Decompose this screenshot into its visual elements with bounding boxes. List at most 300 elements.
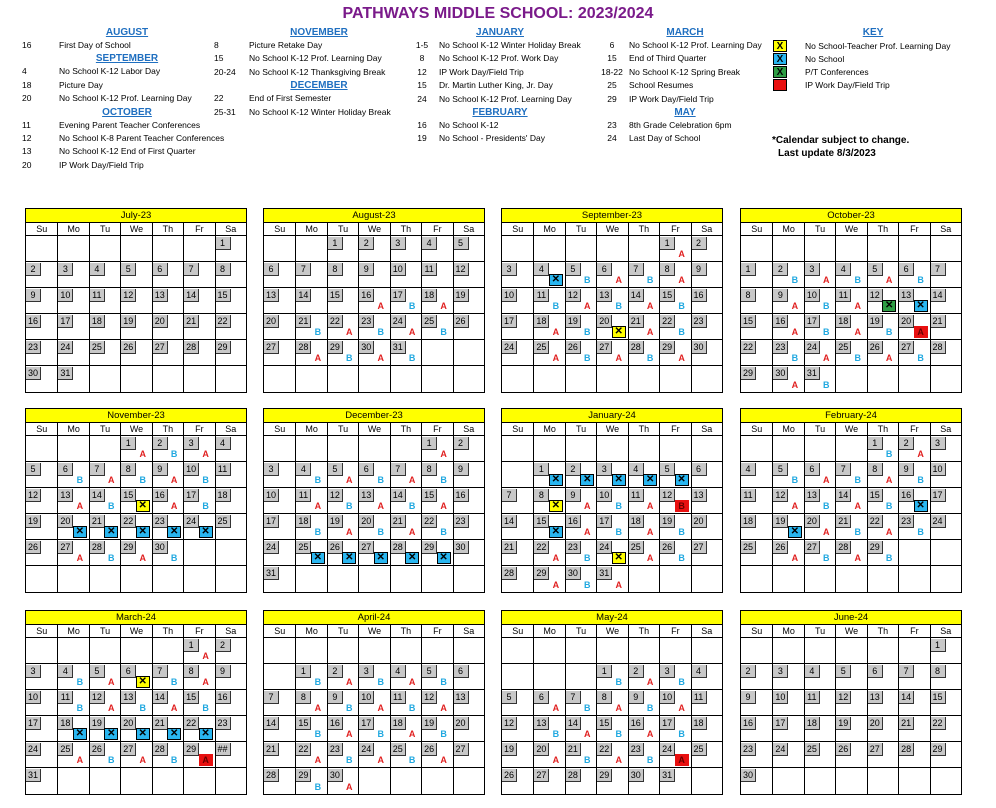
day-number: 2 (741, 665, 756, 678)
no-school-x-icon: ✕ (342, 552, 356, 564)
day-cell (215, 540, 246, 566)
day-cell (26, 664, 57, 690)
b-day-marker: B (139, 475, 146, 485)
day-number: 29 (931, 743, 946, 756)
day-cell (898, 768, 929, 794)
day-number: 11 (422, 263, 437, 276)
day-cell (804, 716, 835, 742)
day-number: 18 (741, 515, 756, 528)
day-cell (120, 514, 151, 540)
day-number: 9 (359, 263, 374, 276)
day-number: 16 (328, 717, 343, 730)
day-cell (152, 288, 183, 314)
day-cell (264, 638, 295, 664)
day-cell (533, 540, 564, 566)
day-number: 30 (629, 769, 644, 782)
day-cell (596, 236, 627, 262)
day-cell (628, 664, 659, 690)
day-cell (152, 462, 183, 488)
weekday-header: Su (274, 626, 286, 636)
day-number: 16 (629, 717, 644, 730)
day-cell (898, 514, 929, 540)
event-text: IP Work Day/Field Trip (59, 159, 144, 170)
day-number: 13 (805, 489, 820, 502)
day-cell (421, 288, 452, 314)
b-day-marker: B (202, 475, 209, 485)
day-cell (835, 768, 866, 794)
a-day-marker: A (823, 275, 830, 285)
a-day-marker: A (408, 677, 416, 687)
day-number: 31 (26, 769, 41, 782)
day-number: 26 (422, 743, 437, 756)
day-cell (867, 340, 898, 366)
weekday-header: Su (751, 424, 763, 434)
day-cell (867, 540, 898, 566)
day-number: 14 (931, 289, 946, 302)
day-cell (152, 638, 183, 664)
day-cell (120, 340, 151, 366)
day-number: 30 (328, 769, 343, 782)
day-cell (930, 462, 961, 488)
day-cell (741, 514, 772, 540)
weekday-header: We (358, 423, 389, 435)
events-column-3 (405, 26, 595, 146)
no-school-x-icon: ✕ (311, 552, 325, 564)
no-school-x-icon: ✕ (788, 526, 802, 538)
day-number: 3 (502, 263, 517, 276)
weekday-header: Su (36, 424, 48, 434)
a-day-marker: A (584, 301, 591, 311)
month-title: November-23 (26, 409, 246, 423)
day-number: 16 (899, 489, 914, 502)
weekday-header: Tu (804, 423, 835, 435)
day-number: 8 (597, 691, 612, 704)
weekday-header: Tu (327, 625, 358, 637)
day-cell (183, 314, 214, 340)
day-number: 12 (454, 263, 469, 276)
day-number: 13 (121, 691, 136, 704)
day-number: 20 (359, 515, 374, 528)
weekday-header: We (358, 625, 389, 637)
day-number: 21 (184, 315, 199, 328)
event-text: School Resumes (629, 80, 694, 91)
day-number: 23 (328, 743, 343, 756)
a-day-marker: A (885, 527, 893, 537)
no-school-x-icon: ✕ (104, 526, 118, 538)
day-cell (835, 340, 866, 366)
day-number: 23 (629, 743, 644, 756)
day-cell (565, 314, 596, 340)
day-number: 26 (660, 541, 675, 554)
event-text: No School K-12 Thanksgiving Break (249, 66, 386, 77)
day-cell (215, 716, 246, 742)
day-cell (741, 664, 772, 690)
weekday-header: Fr (421, 223, 452, 235)
day-number: 22 (422, 515, 437, 528)
day-cell (596, 366, 627, 392)
day-cell (453, 436, 484, 462)
weekday-header: Fr (659, 423, 690, 435)
day-number: 4 (805, 665, 820, 678)
day-number: 18 (90, 315, 105, 328)
day-number: 23 (692, 315, 707, 328)
b-day-marker: B (584, 353, 591, 363)
day-cell (152, 340, 183, 366)
day-cell (898, 340, 929, 366)
day-cell (772, 236, 803, 262)
weekday-header: Mo (57, 223, 88, 235)
day-cell (659, 236, 690, 262)
event-row (595, 52, 775, 65)
weekday-header: We (596, 423, 627, 435)
day-number: 20 (264, 315, 279, 328)
day-number: 7 (629, 263, 644, 276)
day-cell (502, 716, 533, 742)
day-cell (628, 366, 659, 392)
day-number: 19 (502, 743, 517, 756)
day-number: 9 (899, 463, 914, 476)
day-cell (691, 436, 722, 462)
month-calendar (263, 208, 485, 393)
day-number: 4 (629, 463, 644, 476)
a-day-marker: A (202, 449, 209, 459)
day-number: 2 (899, 437, 914, 450)
day-cell (565, 288, 596, 314)
day-number: 2 (359, 237, 374, 250)
day-cell (264, 664, 295, 690)
day-cell (741, 690, 772, 716)
day-cell (152, 742, 183, 768)
day-number: 16 (153, 489, 168, 502)
day-cell (390, 566, 421, 592)
day-cell (358, 236, 389, 262)
day-cell (741, 768, 772, 794)
day-number: 27 (692, 541, 707, 554)
day-cell (358, 716, 389, 742)
event-text: No School K-12 Labor Day (59, 66, 161, 77)
day-cell (295, 664, 326, 690)
month-title: March-24 (26, 611, 246, 625)
day-cell (741, 436, 772, 462)
a-day-marker: A (854, 501, 861, 511)
day-number: 4 (90, 263, 105, 276)
day-number: 18 (534, 315, 549, 328)
day-cell (628, 314, 659, 340)
day-number: 8 (121, 463, 136, 476)
day-cell (691, 462, 722, 488)
day-cell (120, 690, 151, 716)
day-number: 20 (121, 717, 136, 730)
a-day-marker: A (791, 380, 799, 390)
event-row (22, 79, 232, 92)
day-cell (533, 288, 564, 314)
day-cell (804, 488, 835, 514)
day-cell (772, 262, 803, 288)
b-day-marker: B (615, 501, 622, 511)
day-cell (358, 664, 389, 690)
day-number: 9 (692, 263, 707, 276)
day-number: 10 (391, 263, 406, 276)
month-title: July-23 (26, 209, 246, 223)
a-day-marker: A (440, 301, 447, 311)
a-day-marker: A (584, 501, 591, 511)
day-number: 5 (836, 665, 851, 678)
day-cell (691, 488, 722, 514)
day-cell (835, 690, 866, 716)
day-number: 28 (566, 769, 581, 782)
day-cell (120, 742, 151, 768)
b-day-marker: B (854, 275, 861, 285)
day-number: 17 (502, 315, 517, 328)
day-cell (835, 314, 866, 340)
day-number: 13 (899, 289, 914, 302)
day-cell (57, 314, 88, 340)
day-cell (659, 690, 690, 716)
a-day-marker: A (108, 677, 115, 687)
day-cell (628, 514, 659, 540)
day-cell (741, 340, 772, 366)
day-cell (152, 262, 183, 288)
day-cell (741, 314, 772, 340)
day-cell (57, 768, 88, 794)
a-day-marker: A (377, 353, 384, 363)
day-number: 10 (931, 463, 946, 476)
day-number: 3 (264, 463, 279, 476)
day-number: 31 (805, 367, 820, 380)
a-day-marker: A (646, 677, 654, 687)
weekday-header: Th (152, 625, 183, 637)
day-cell (215, 514, 246, 540)
day-cell (628, 768, 659, 794)
day-cell (804, 436, 835, 462)
event-row (22, 65, 232, 78)
weekday-header: Sa (215, 625, 246, 637)
day-cell (89, 768, 120, 794)
a-day-marker: A (170, 501, 178, 511)
month-calendar (740, 208, 962, 393)
month-calendar (740, 610, 962, 795)
day-cell (295, 262, 326, 288)
day-cell (691, 690, 722, 716)
day-cell (327, 262, 358, 288)
day-cell (26, 436, 57, 462)
day-number: 13 (58, 489, 73, 502)
day-cell (565, 716, 596, 742)
day-number: 9 (153, 463, 168, 476)
day-cell (264, 716, 295, 742)
day-number: 29 (868, 541, 883, 554)
weekday-header: Th (152, 223, 183, 235)
day-number: 1 (597, 665, 612, 678)
weekday-header: Tu (89, 223, 120, 235)
day-cell (327, 366, 358, 392)
day-cell (898, 716, 929, 742)
day-number: 23 (566, 541, 581, 554)
a-day-marker: A (791, 327, 799, 337)
b-day-marker: B (76, 703, 84, 713)
day-number: 19 (328, 515, 343, 528)
day-number: 20 (692, 515, 707, 528)
day-cell (358, 314, 389, 340)
weekday-header: Fr (421, 625, 452, 637)
day-number: 22 (931, 717, 946, 730)
day-cell (691, 340, 722, 366)
event-text: No School K-12 Winter Holiday Break (439, 40, 581, 50)
event-row (595, 93, 775, 106)
day-number: 8 (868, 463, 883, 476)
weekday-header: Sa (930, 423, 961, 435)
day-number: 2 (328, 665, 343, 678)
legend-swatch-icon: X (773, 53, 787, 65)
day-cell (596, 314, 627, 340)
a-day-marker: A (139, 755, 146, 765)
day-cell (421, 262, 452, 288)
day-cell (421, 314, 452, 340)
day-cell (741, 638, 772, 664)
b-day-marker: B (584, 703, 591, 713)
day-number: 14 (153, 691, 168, 704)
a-day-marker: A (408, 527, 416, 537)
a-day-marker: A (646, 527, 654, 537)
event-date: 1-5 (415, 40, 429, 50)
day-cell (152, 690, 183, 716)
day-cell (930, 236, 961, 262)
day-number: 23 (899, 515, 914, 528)
day-number: 26 (121, 341, 136, 354)
day-cell (295, 566, 326, 592)
day-cell (804, 314, 835, 340)
event-text: Picture Retake Day (249, 40, 323, 50)
event-text: No School K-12 Spring Break (629, 66, 741, 77)
day-cell (26, 690, 57, 716)
day-cell (421, 768, 452, 794)
event-row (405, 52, 595, 65)
day-number: 9 (454, 463, 469, 476)
day-cell (533, 314, 564, 340)
day-cell (772, 436, 803, 462)
day-cell (295, 540, 326, 566)
a-day-marker: A (202, 651, 209, 661)
month-title: June-24 (741, 611, 961, 625)
day-cell (215, 566, 246, 592)
day-number: 1 (422, 437, 437, 450)
weekday-header: Tu (565, 223, 596, 235)
day-number: 2 (692, 237, 707, 250)
weekday-header: Mo (533, 423, 564, 435)
event-text: No School K-12 Winter Holiday Break (249, 106, 391, 117)
day-number: 24 (660, 743, 675, 756)
day-cell (659, 288, 690, 314)
weekday-header: Su (751, 224, 763, 234)
no-school-x-icon: ✕ (374, 552, 388, 564)
day-number: 26 (90, 743, 105, 756)
day-number: 13 (359, 489, 374, 502)
day-number: 4 (296, 463, 311, 476)
day-cell (358, 690, 389, 716)
weekday-header: Tu (804, 625, 835, 637)
day-cell (565, 488, 596, 514)
day-cell (421, 638, 452, 664)
event-row (405, 79, 595, 92)
day-cell (421, 236, 452, 262)
weekday-header: We (120, 423, 151, 435)
day-number: 28 (629, 341, 644, 354)
event-date: 12 (22, 132, 32, 143)
a-day-marker: A (346, 729, 353, 739)
day-cell (502, 288, 533, 314)
day-number: 8 (931, 665, 946, 678)
day-cell (453, 514, 484, 540)
day-number: 8 (216, 263, 231, 276)
day-number: 29 (660, 341, 675, 354)
day-number: 15 (868, 489, 883, 502)
event-date: 24 (417, 93, 427, 104)
day-number: 20 (868, 717, 883, 730)
day-cell (295, 236, 326, 262)
weekday-header: Sa (453, 625, 484, 637)
day-cell (659, 716, 690, 742)
event-date: 16 (417, 119, 427, 130)
day-number: 16 (26, 315, 41, 328)
day-number: 19 (566, 315, 581, 328)
day-number: 9 (26, 289, 41, 302)
day-cell (565, 638, 596, 664)
a-day-marker: A (646, 501, 654, 511)
day-number: 27 (58, 541, 73, 554)
day-cell (565, 514, 596, 540)
day-cell (26, 288, 57, 314)
day-number: 30 (153, 541, 168, 554)
b-day-marker: B (108, 553, 115, 563)
day-cell (502, 488, 533, 514)
day-number: 20 (899, 315, 914, 328)
b-day-marker: B (440, 327, 447, 337)
day-number: 17 (597, 515, 612, 528)
weekday-header: Mo (772, 423, 803, 435)
day-number: 19 (121, 315, 136, 328)
day-cell (183, 514, 214, 540)
day-cell (26, 768, 57, 794)
weekday-header: Fr (421, 423, 452, 435)
b-day-marker: B (823, 553, 830, 563)
a-day-marker: A (314, 703, 322, 713)
day-cell (930, 690, 961, 716)
day-number: 9 (566, 489, 581, 502)
day-number: 23 (153, 515, 168, 528)
day-number: 10 (502, 289, 517, 302)
day-cell (295, 288, 326, 314)
a-day-marker: A (314, 755, 322, 765)
day-cell (691, 236, 722, 262)
day-cell (691, 742, 722, 768)
day-cell (628, 340, 659, 366)
day-cell (120, 638, 151, 664)
prof-learning-x-icon: ✕ (549, 500, 563, 512)
day-number: 5 (502, 691, 517, 704)
weekday-header: We (596, 223, 627, 235)
day-number: 17 (773, 717, 788, 730)
weekday-header: Su (512, 424, 524, 434)
b-day-marker: B (346, 501, 353, 511)
day-cell (390, 436, 421, 462)
event-date: 22 (214, 93, 224, 104)
month-title: January-24 (502, 409, 722, 423)
a-day-marker: A (346, 782, 353, 792)
event-date: 8 (214, 40, 219, 50)
day-cell (390, 262, 421, 288)
day-number: 19 (660, 515, 675, 528)
prof-learning-x-icon: ✕ (136, 500, 150, 512)
